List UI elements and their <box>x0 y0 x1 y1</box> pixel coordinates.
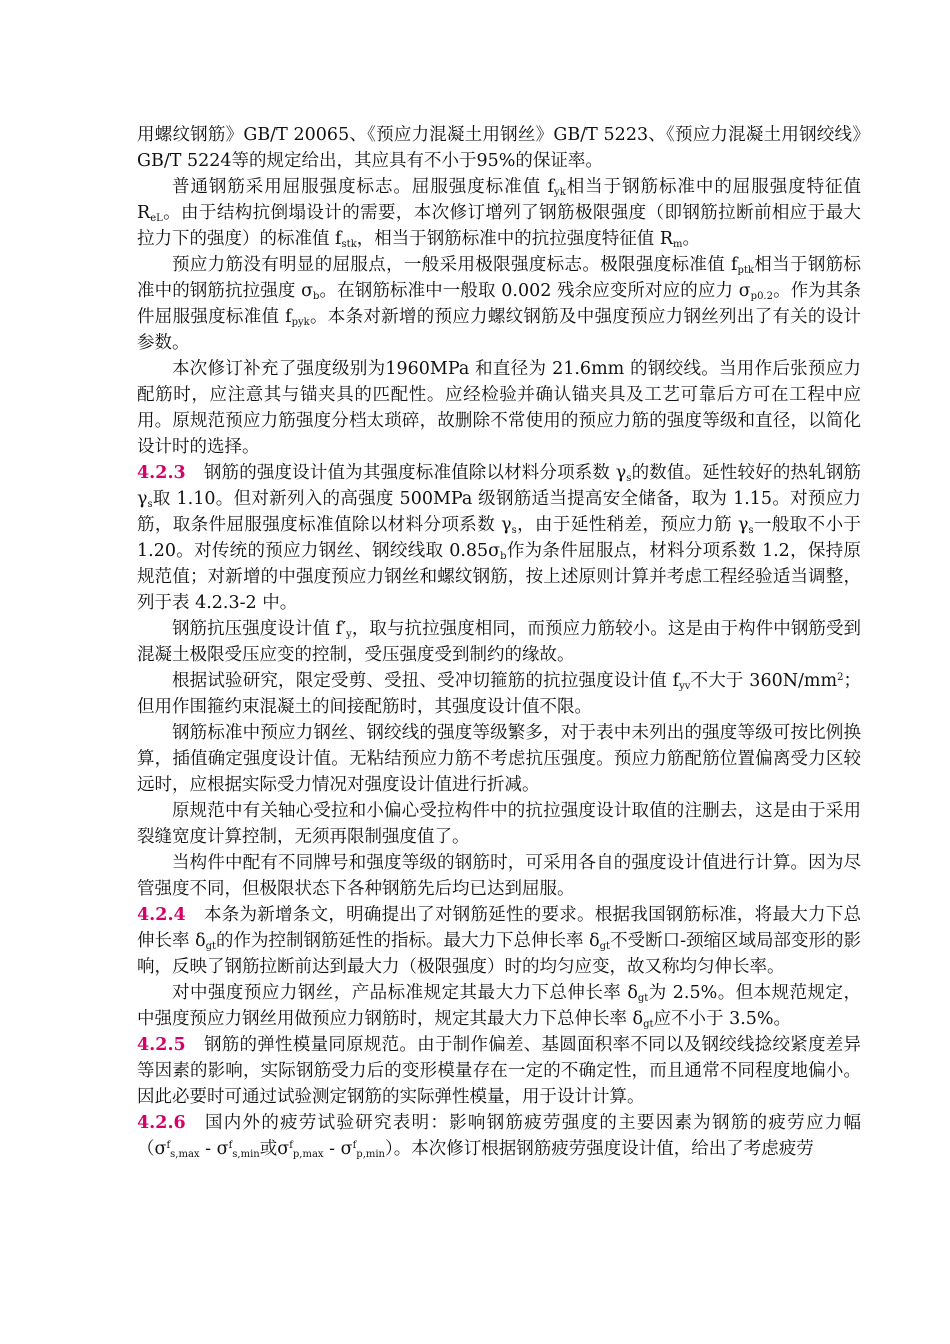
paragraph: 用螺纹钢筋》GB/T 20065、《预应力混凝土用钢丝》GB/T 5223、《预应力混凝土用钢绞线》GB/T 5224等的规定给出，其应具有不小于95%的保证率。 <box>137 125 861 171</box>
section-number: 4.2.6 <box>137 1113 186 1133</box>
section-4-2-4: 4.2.4 本条为新增条文，明确提出了对钢筋延性的要求。根据我国钢筋标准，将最大力下总伸长率 $\delta_{gt}$的作为控制钢筋延性的指标。最大力下总伸长率 $\delta_{gt}$不受断口-颈缩区域局部变形的影响，反映了钢筋拉断前达到最大力（极限强度）时的均匀应变，故又称均匀伸长率。 <box>137 905 861 977</box>
paragraph: 钢筋标准中预应力钢丝、钢绞线的强度等级繁多，对于表中未列出的强度等级可按比例换算，插值确定强度设计值。无粘结预应力筋不考虑抗压强度。预应力筋配筋位置偏离受力区较远时，应根据实际受力情况对强度设计值进行折减。 <box>137 723 861 795</box>
paragraph: 原规范中有关轴心受拉和小偏心受拉构件中的抗拉强度设计取值的注删去，这是由于采用裂缝宽度计算控制，无须再限制强度值了。 <box>137 801 861 847</box>
section-number: 4.2.4 <box>137 905 186 925</box>
paragraph: 普通钢筋采用屈服强度标志。屈服强度标准值 $f_{yk}$相当于钢筋标准中的屈服强度特征值 $R_{eL}$。由于结构抗倒塌设计的需要，本次修订增列了钢筋极限强度（即钢筋拉断前相应于最大拉力下的强度）的标准值 $f_{stk}$，相当于钢筋标准中的抗拉强度特征值 $R_m$。 <box>137 177 862 250</box>
section-number: 4.2.5 <box>137 1035 186 1055</box>
paragraph: 当构件中配有不同牌号和强度等级的钢筋时，可采用各自的强度设计值进行计算。因为尽管强度不同，但极限状态下各种钢筋先后均已达到屈服。 <box>137 853 861 899</box>
page-body <box>137 122 861 1162</box>
section-4-2-5: 4.2.5 钢筋的弹性模量同原规范。由于制作偏差、基圆面积率不同以及钢绞线捻绞紧度差异等因素的影响，实际钢筋受力后的变形模量存在一定的不确定性，而且通常不同程度地偏小。因此必要时可通过试验测定钢筋的实际弹性模量，用于设计计算。 <box>137 1035 861 1107</box>
paragraph: 本次修订补充了强度级别为1960MPa 和直径为 21.6mm 的钢绞线。当用作后张预应力配筋时，应注意其与锚夹具的匹配性。应经检验并确认锚夹具及工艺可靠后方可在工程中应用。原规范预应力筋强度分档太琐碎，故删除不常使用的预应力筋的强度等级和直径，以简化设计时的选择。 <box>137 359 861 457</box>
section-number: 4.2.3 <box>137 463 186 483</box>
section-4-2-3: 4.2.3 钢筋的强度设计值为其强度标准值除以材料分项系数 $\gamma_s$的数值。延性较好的热轧钢筋 $\gamma_s$取 1.10。但对新列入的高强度 500MPa 级钢筋适当提高安全储备，取为 1.15。对预应力筋，取条件屈服强度标准值除以材料分项系数 $\gamma_s$，由于延性稍差，预应力筋 $\gamma_s$一般取不小于 1.20。对传统的预应力钢丝、钢绞线取 $0.85\sigma_b$作为条件屈服点，材料分项系数 1.2，保持原规范值；对新增的中强度预应力钢丝和螺纹钢筋，按上述原则计算并考虑工程经验适当调整，列于表 4.2.3-2 中。 <box>137 463 861 613</box>
stress-range-formula-p: $\sigma^f_{p,max} - \sigma^f_{p,min}$ <box>277 1139 385 1160</box>
paragraph: 根据试验研究，限定受剪、受扭、受冲切箍筋的抗拉强度设计值 $f_{yv}$不大于 $360N/mm^2$；但用作围箍约束混凝土的间接配筋时，其强度设计值不限。 <box>137 671 861 717</box>
stress-range-formula-s: $\sigma^f_{s,max} - \sigma^f_{s,min}$ <box>154 1139 260 1160</box>
paragraph: 钢筋抗压强度设计值 $f'_y$，取与抗拉强度相同，而预应力筋较小。这是由于构件中钢筋受到混凝土极限受压应变的控制，受压强度受到制约的缘故。 <box>137 619 862 665</box>
paragraph: 对中强度预应力钢丝，产品标准规定其最大力下总伸长率 $\delta_{gt}$为 2.5%。但本规范规定，中强度预应力钢丝用做预应力钢筋时，规定其最大力下总伸长率 $\delta_{gt}$应不小于 3.5%。 <box>137 983 861 1030</box>
paragraph: 预应力筋没有明显的屈服点，一般采用极限强度标志。极限强度标准值 $f_{ptk}$相当于钢筋标准中的钢筋抗拉强度 $\sigma_b$。在钢筋标准中一般取 0.002 残余应变所对应的应力 $\sigma_{p0.2}$。作为其条件屈服强度标准值 $f_{pyk}$。本条对新增的预应力螺纹钢筋及中强度预应力钢丝列出了有关的设计参数。 <box>137 255 862 353</box>
section-4-2-6: 4.2.6 国内外的疲劳试验研究表明：影响钢筋疲劳强度的主要因素为钢筋的疲劳应力幅（$\sigma^f_{s,max} - \sigma^f_{s,min}$或$\sigma^f_{p,max} - \sigma^f_{p,min}$）。本次修订根据钢筋疲劳强度设计值，给出了考虑疲劳 <box>137 1113 861 1160</box>
